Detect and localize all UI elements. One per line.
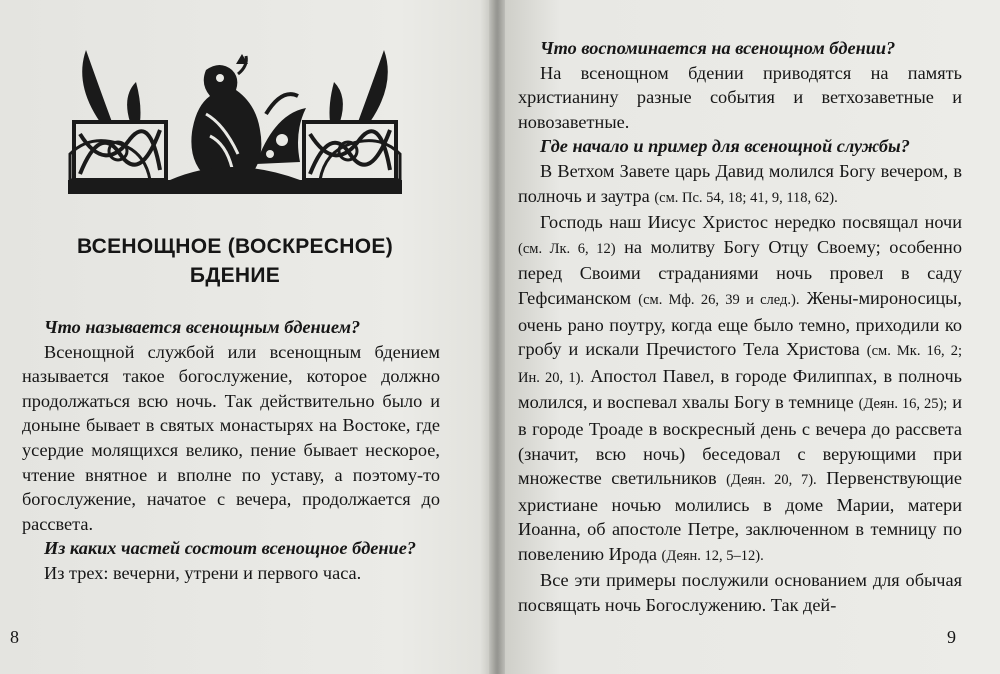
text-run: В Ветхом Завете царь Давид молился Богу вечером, в полночь и заутра <box>518 160 962 206</box>
question-heading: Что воспоминается на всенощном бдении? <box>540 38 896 58</box>
left-text-body <box>22 315 440 586</box>
scripture-reference: (см. Пс. 54, 18; 41, 9, 118, 62). <box>654 189 838 206</box>
text-run: Апостол Павел, в городе Филиппах, в полночь молился, и воспевал хвалы Богу в темнице <box>518 365 963 413</box>
question-heading: Что называется всенощным бдением? <box>44 317 361 337</box>
text-run: и в городе Троаде в воскресный день с вечера до рассвета (значит, всю ночь) беседовал с верующими при множестве светильников <box>518 392 962 489</box>
chapter-title-line1: ВСЕНОЩНОЕ (ВОСКРЕСНОЕ) <box>76 235 393 258</box>
answer-paragraph <box>518 159 962 210</box>
question-heading: Где начало и пример для всенощной службы? <box>540 136 910 157</box>
left-page <box>0 0 495 674</box>
answer-paragraph: На всенощном бдении приводятся на память христианину разные события и ветхозаветные и новозаветные. <box>518 62 962 132</box>
firebird-interlace-headpiece-icon <box>60 44 410 200</box>
text-run: Господь наш Иисус Христос нередко посвящал ночи <box>540 212 962 233</box>
chapter-title-line2: БДЕНИЕ <box>189 264 281 287</box>
question-heading: Из каких частей состоит всенощное бдение? <box>44 538 416 559</box>
answer-paragraph <box>518 210 962 568</box>
scripture-reference: (Деян. 12, 5–12). <box>661 547 764 564</box>
scripture-reference: (см. Лк. 6, 12) <box>518 240 616 257</box>
scripture-reference: (Деян. 16, 25); <box>858 396 948 413</box>
page-number: 9 <box>947 627 956 647</box>
answer-paragraph: Все эти примеры послужили основанием для обычая посвящать ночь Богослужению. Так дей- <box>518 570 962 616</box>
text-run: Первенствующие христиане ночью молились в доме Марии, матери Иоанна, об апостоле Петре, заключенном в темницу по повелению Ирода <box>518 468 962 564</box>
answer-paragraph: Из трех: вечерни, утрени и первого часа. <box>44 562 362 583</box>
right-page <box>505 0 1000 674</box>
text-run: на молитву Богу Отцу Своему; особенно перед Своими страданиями ночь провел в саду Гефсиманском <box>518 236 962 308</box>
scripture-reference: (см. Мк. 16, 2; Ин. 20, 1). <box>518 343 963 386</box>
book-gutter <box>489 0 505 674</box>
scripture-reference: (см. Мф. 26, 39 и след.). <box>638 291 800 308</box>
chapter-title <box>30 232 440 290</box>
page-number: 8 <box>10 627 19 647</box>
text-run: Жены-мироносицы, очень рано поутру, когда еще было темно, приходили ко гробу и искали Пречистого Тела Христова <box>518 287 962 360</box>
right-text-body <box>518 36 962 618</box>
scripture-reference: (Деян. 20, 7). <box>726 472 817 489</box>
answer-paragraph: Всенощной службой или всенощным бдением называется такое богослужение, которое должно продолжаться всю ночь. Так действительно было и доныне бывает в святых монастырях на Востоке, где усердие молящихся велико, пение бывает нескорое, чтение внятное и вполне по уставу, а поэтому-то богослужение, начатое с вечера, продолжается до рассвета. <box>22 341 440 534</box>
